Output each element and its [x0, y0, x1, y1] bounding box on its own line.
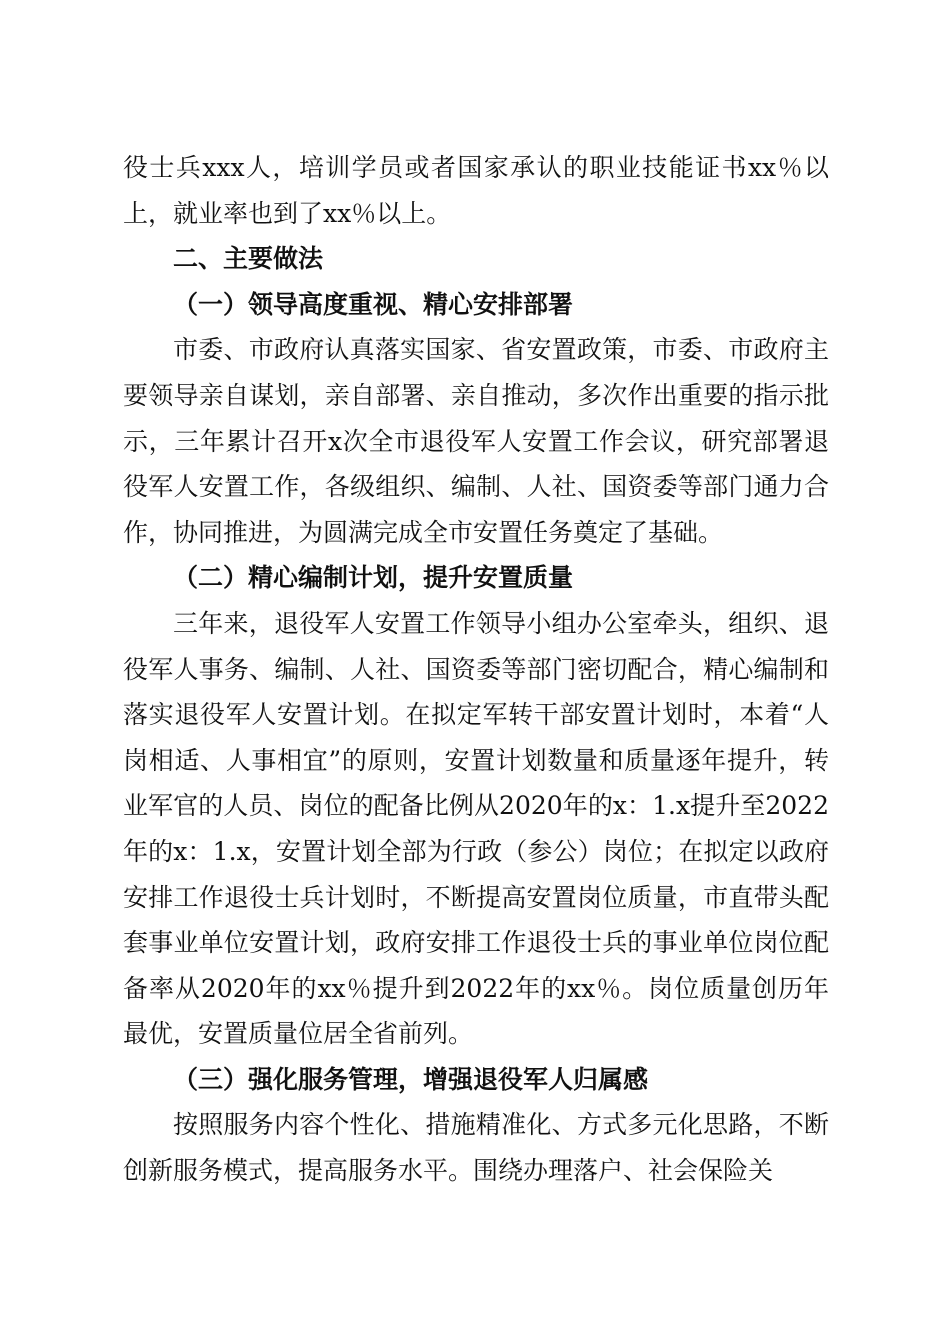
subsection-heading-3: （三）强化服务管理，增强退役军人归属感 [173, 1064, 649, 1094]
subsection-heading-2: （二）精心编制计划，提升安置质量 [173, 563, 574, 593]
continuation-paragraph: 役士兵xxx人，培训学员或者国家承认的职业技能证书xx％以上，就业率也到了xx％以上。 [123, 153, 829, 228]
document-body [123, 145, 829, 1194]
subsection-body-2: 三年来，退役军人安置工作领导小组办公室牵头，组织、退役军人事务、编制、人社、国资委等部门密切配合，精心编制和落实退役军人安置计划。在拟定军转干部安置计划时，本着“人岗相适、人事相宜”的原则，安置计划数量和质量逐年提升，转业军官的人员、岗位的配备比例从2020年的x：1.x提升至2022年的x：1.x，安置计划全部为行政（参公）岗位；在拟定以政府安排工作退役士兵计划时，不断提高安置岗位质量，市直带头配套事业单位安置计划，政府安排工作退役士兵的事业单位岗位配备率从2020年的xx％提升到2022年的xx％。岗位质量创历年最优，安置质量位居全省前列。 [123, 608, 829, 1049]
subsection-heading-1: （一）领导高度重视、精心安排部署 [173, 289, 574, 319]
section-heading: 二、主要做法 [173, 244, 324, 274]
subsection-body-3: 按照服务内容个性化、措施精准化、方式多元化思路，不断创新服务模式，提高服务水平。围绕办理落户、社会保险关 [123, 1110, 829, 1186]
subsection-body-1: 市委、市政府认真落实国家、省安置政策，市委、市政府主要领导亲自谋划，亲自部署、亲自推动，多次作出重要的指示批示，三年累计召开x次全市退役军人安置工作会议，研究部署退役军人安置工作，各级组织、编制、人社、国资委等部门通力合作，协同推进，为圆满完成全市安置任务奠定了基础。 [123, 335, 829, 547]
